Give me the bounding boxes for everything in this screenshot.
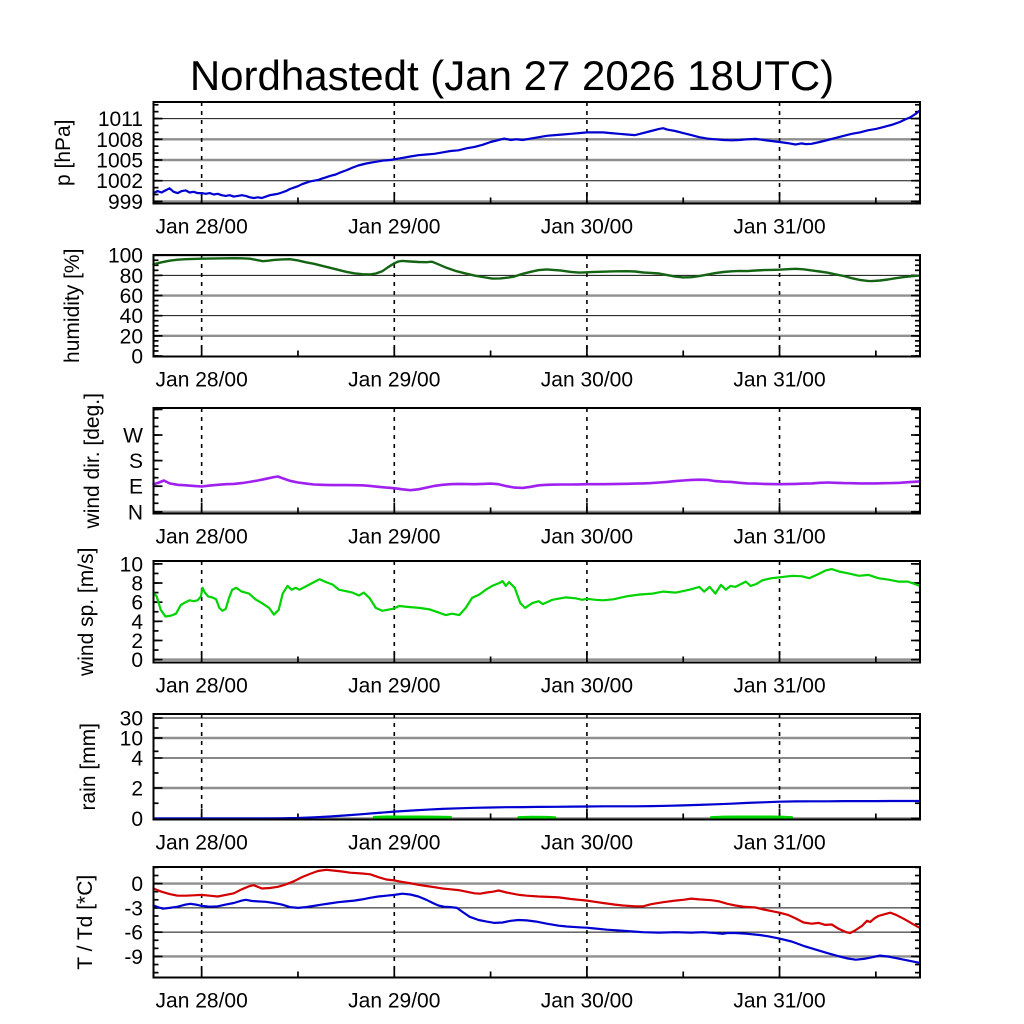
y-tick-label: 1008 bbox=[96, 128, 143, 152]
y-tick-label: 0 bbox=[131, 345, 143, 369]
y-axis-title: wind sp. [m/s] bbox=[75, 547, 98, 676]
y-tick-label: S bbox=[128, 450, 143, 474]
y-tick-label: 1002 bbox=[96, 170, 143, 194]
wind-speed-line bbox=[154, 569, 921, 616]
y-axis-title: T / Td [*C] bbox=[74, 874, 97, 970]
y-tick-label: 80 bbox=[119, 264, 143, 288]
x-tick-label: Jan 31/00 bbox=[733, 831, 826, 855]
y-tick-label: -9 bbox=[124, 945, 143, 969]
x-tick-label: Jan 30/00 bbox=[540, 368, 634, 392]
y-tick-label: 1005 bbox=[96, 149, 143, 173]
y-tick-label: 1011 bbox=[97, 108, 143, 132]
y-axis-title: wind dir. [deg.] bbox=[81, 393, 104, 529]
panel-rain bbox=[77, 708, 920, 855]
dewpoint-line bbox=[154, 894, 921, 963]
y-axis-title: rain [mm] bbox=[77, 722, 100, 811]
panel-humidity bbox=[61, 245, 920, 392]
chart-title: Nordhastedt (Jan 27 2026 18UTC) bbox=[189, 52, 835, 100]
panel-wind-speed bbox=[75, 548, 920, 698]
x-tick-label: Jan 31/00 bbox=[733, 215, 826, 239]
x-tick-label: Jan 29/00 bbox=[348, 368, 441, 392]
y-tick-label: 100 bbox=[107, 244, 143, 268]
panel-frame bbox=[154, 408, 921, 514]
y-tick-label: E bbox=[128, 475, 143, 499]
y-tick-label: 6 bbox=[131, 591, 143, 615]
x-tick-label: Jan 28/00 bbox=[155, 525, 248, 549]
panel-temperature-dewpoint bbox=[74, 867, 920, 1013]
y-tick-label: 999 bbox=[107, 190, 143, 214]
panel-frame bbox=[154, 102, 921, 204]
relative-humidity-line bbox=[154, 258, 921, 281]
x-tick-label: Jan 31/00 bbox=[733, 674, 826, 698]
y-tick-label: 20 bbox=[119, 325, 143, 349]
y-tick-label: 0 bbox=[131, 807, 143, 831]
y-tick-label: 0 bbox=[131, 873, 143, 897]
x-tick-label: Jan 28/00 bbox=[155, 989, 248, 1013]
x-tick-label: Jan 29/00 bbox=[348, 831, 441, 855]
x-tick-label: Jan 28/00 bbox=[155, 674, 248, 698]
panel-wind-direction bbox=[81, 393, 920, 548]
x-tick-label: Jan 30/00 bbox=[540, 525, 634, 549]
y-tick-label: 10 bbox=[119, 553, 143, 577]
y-tick-label: 2 bbox=[131, 629, 143, 653]
x-tick-label: Jan 29/00 bbox=[348, 674, 441, 698]
panel-pressure bbox=[52, 102, 920, 239]
x-tick-label: Jan 29/00 bbox=[348, 989, 441, 1013]
y-tick-label: 0 bbox=[131, 649, 143, 673]
y-tick-label: 8 bbox=[131, 572, 143, 596]
y-tick-label: 4 bbox=[131, 747, 143, 771]
x-tick-label: Jan 30/00 bbox=[540, 831, 634, 855]
x-tick-label: Jan 28/00 bbox=[155, 368, 248, 392]
x-tick-label: Jan 29/00 bbox=[348, 215, 441, 239]
x-tick-label: Jan 29/00 bbox=[348, 525, 441, 549]
rain-interval-segment-3-line bbox=[711, 817, 791, 818]
y-tick-label: 4 bbox=[131, 610, 143, 634]
y-tick-label: -3 bbox=[124, 897, 143, 921]
y-tick-label: N bbox=[127, 501, 143, 525]
x-tick-label: Jan 28/00 bbox=[155, 831, 248, 855]
y-tick-label: 60 bbox=[119, 285, 143, 309]
y-tick-label: 30 bbox=[119, 707, 143, 731]
y-tick-label: -6 bbox=[124, 921, 143, 945]
x-tick-label: Jan 28/00 bbox=[155, 215, 248, 239]
x-tick-label: Jan 31/00 bbox=[733, 368, 826, 392]
wind-direction-line bbox=[154, 477, 921, 491]
x-tick-label: Jan 30/00 bbox=[540, 989, 634, 1013]
y-tick-label: W bbox=[123, 424, 143, 448]
y-axis-title: humidity [%] bbox=[61, 248, 84, 363]
y-tick-label: 10 bbox=[119, 727, 143, 751]
panel-frame bbox=[154, 714, 921, 820]
x-tick-label: Jan 30/00 bbox=[540, 215, 634, 239]
y-tick-label: 40 bbox=[119, 305, 143, 329]
x-tick-label: Jan 31/00 bbox=[733, 525, 826, 549]
x-tick-label: Jan 30/00 bbox=[540, 674, 634, 698]
x-tick-label: Jan 31/00 bbox=[733, 989, 826, 1013]
y-axis-title: p [hPa] bbox=[52, 119, 75, 187]
y-tick-label: 2 bbox=[131, 777, 143, 801]
pressure-line bbox=[154, 110, 921, 198]
